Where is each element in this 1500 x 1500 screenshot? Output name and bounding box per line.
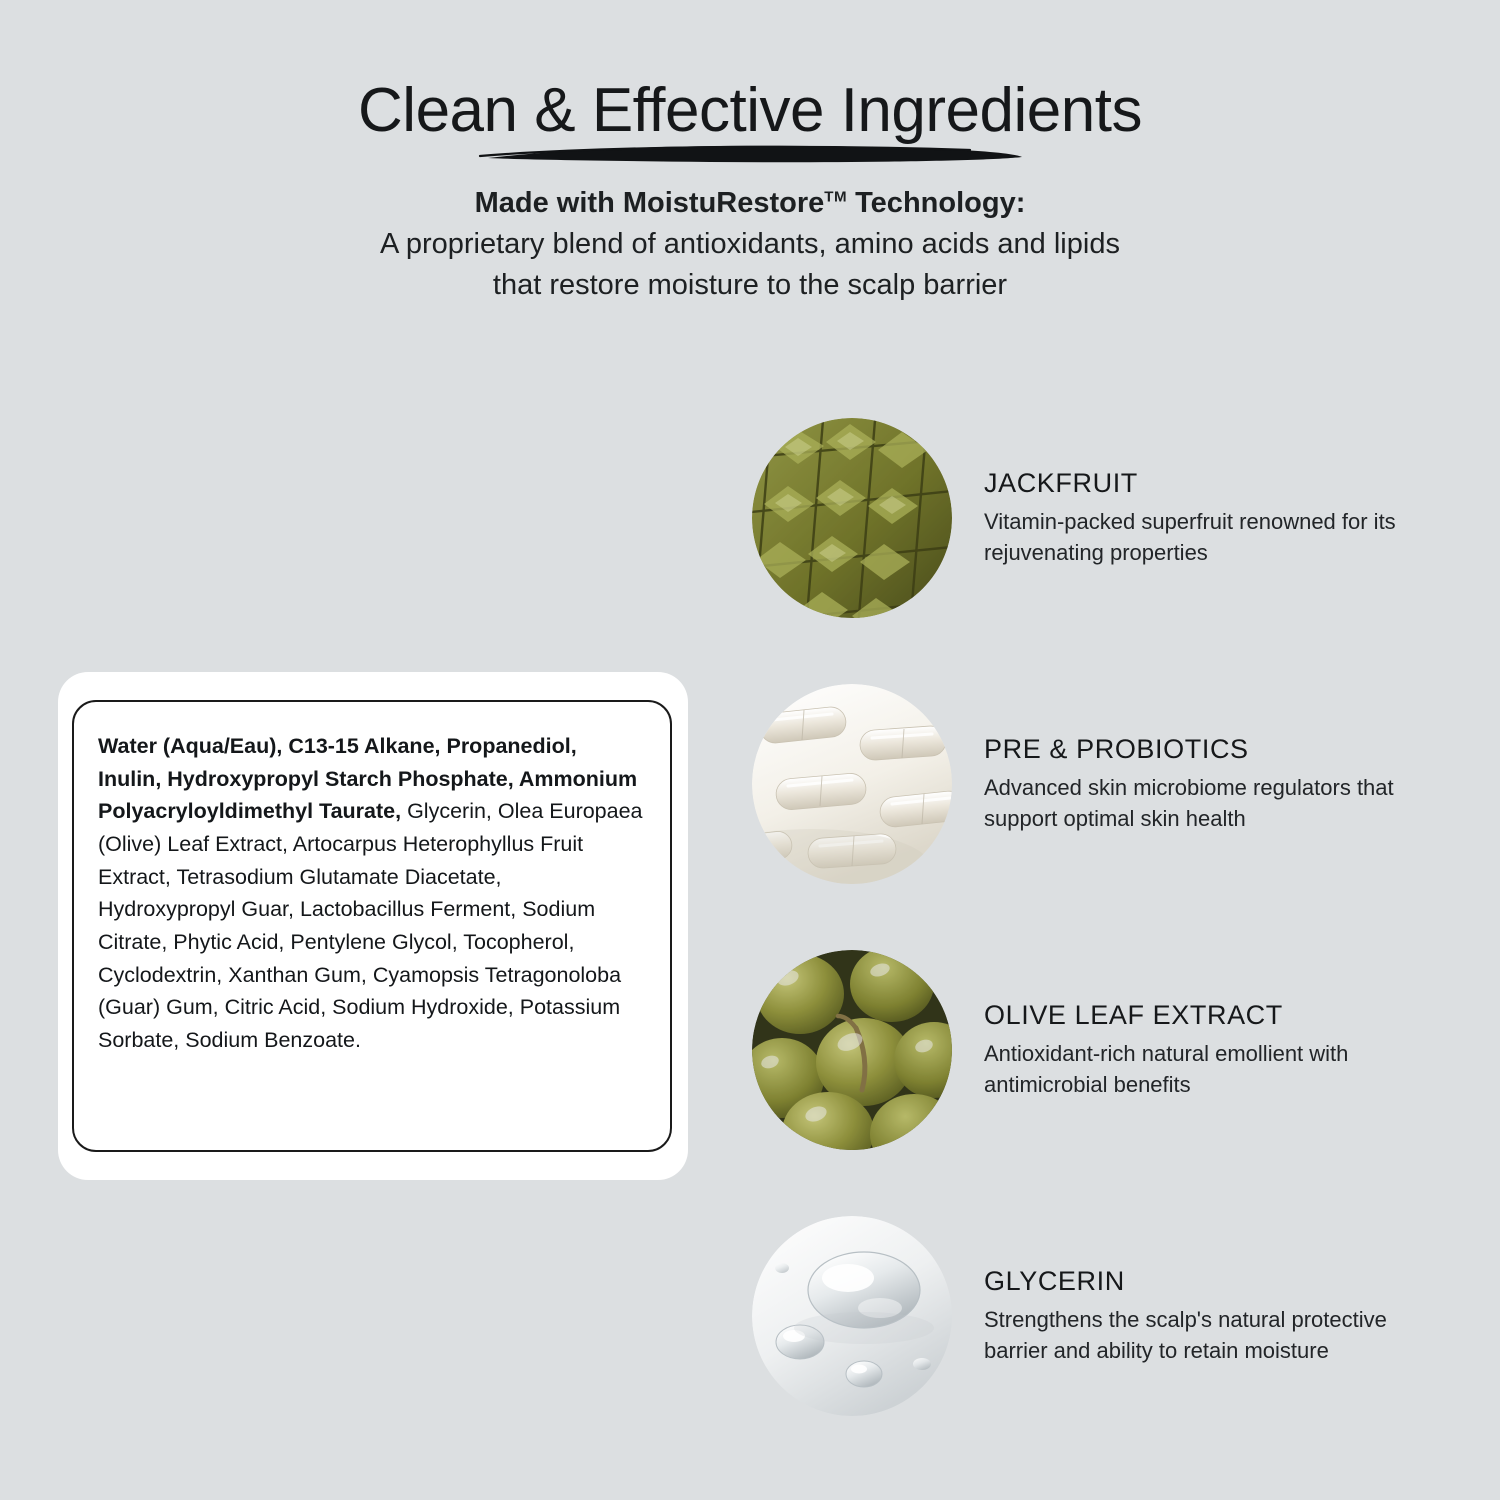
header (0, 0, 1500, 307)
technology-name-tail: Technology: (847, 187, 1026, 220)
subtitle-line-3: that restore moisture to the scalp barrier (492, 269, 1008, 302)
jackfruit-photo (752, 418, 952, 618)
subtitle-line-1 (0, 183, 1500, 224)
ingredient-name: JACKFRUIT (984, 468, 1138, 499)
ingredient-text-olive-leaf-extract (984, 1000, 1452, 1100)
inci-bold-part: Water (Aqua/Eau), C13-15 Alkane, Propanediol, Inulin, Hydroxypropyl Starch Phosphate, Ammonium Polyacryloyldimethyl Taurate, (98, 734, 638, 824)
olives-photo (752, 950, 952, 1150)
trademark-mark: TM (824, 188, 848, 206)
subtitle-line-2: A proprietary blend of antioxidants, amino acids and lipids (380, 228, 1120, 261)
inci-text (98, 730, 644, 1057)
ingredient-name: PRE & PROBIOTICS (984, 734, 1249, 765)
ingredient-text-glycerin (984, 1266, 1452, 1366)
water-droplets-photo (752, 1216, 952, 1416)
probiotic-capsules-photo (752, 684, 952, 884)
ingredient-row-glycerin (752, 1216, 1452, 1416)
subtitle-block (0, 183, 1500, 307)
ingredient-name: GLYCERIN (984, 1266, 1125, 1297)
ingredient-highlights (752, 418, 1452, 1416)
technology-name: Made with MoistuRestore (474, 187, 825, 220)
ingredient-description: Advanced skin microbiome regulators that support optimal skin health (984, 775, 1394, 831)
ingredient-list-card (72, 700, 672, 1152)
ingredient-description: Strengthens the scalp's natural protective barrier and ability to retain moisture (984, 1307, 1387, 1363)
title-underline (0, 141, 1500, 167)
page-title: Clean & Effective Ingredients (358, 76, 1142, 145)
inci-regular-part: Glycerin, Olea Europaea (Olive) Leaf Extract, Artocarpus Heterophyllus Fruit Extract, Tetrasodium Glutamate Diacetate, Hydroxypropyl Guar, Lactobacillus Ferment, Sodium Citrate, Phytic Acid, Pentylene Glycol, Tocopherol, Cyclodextrin, Xanthan Gum, Cyamopsis Tetragonoloba (Guar) Gum, Citric Acid, Sodium Hydroxide, Potassium Sorbate, Sodium Benzoate. (98, 799, 643, 1053)
ingredient-description: Antioxidant-rich natural emollient with antimicrobial benefits (984, 1041, 1349, 1097)
ingredient-description: Vitamin-packed superfruit renowned for its rejuvenating properties (984, 509, 1396, 565)
ingredient-text-jackfruit (984, 468, 1452, 568)
ingredient-text-pre-and-probiotics (984, 734, 1452, 834)
ingredient-name: OLIVE LEAF EXTRACT (984, 1000, 1283, 1031)
ingredient-row-olive-leaf-extract (752, 950, 1452, 1150)
ingredient-row-jackfruit (752, 418, 1452, 618)
ingredient-row-pre-and-probiotics (752, 684, 1452, 884)
